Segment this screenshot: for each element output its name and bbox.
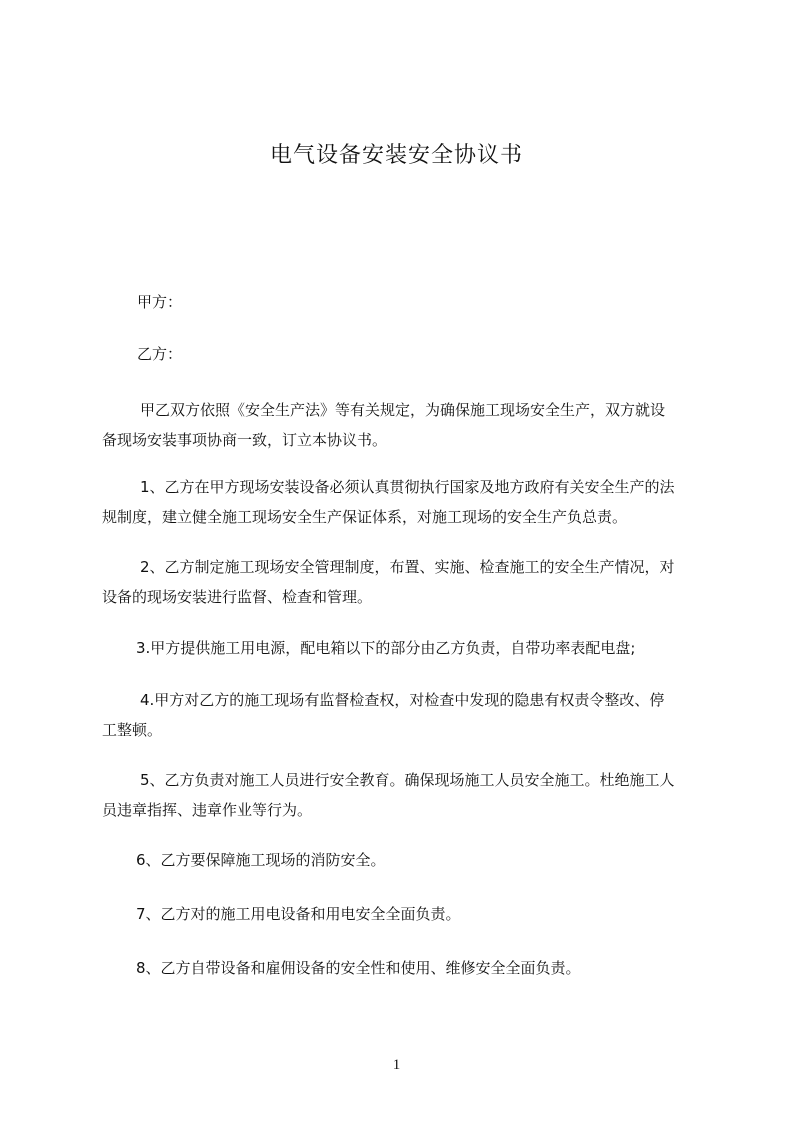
clause-line: 8、乙方自带设备和雇佣设备的安全性和使用、维修安全全面负责。 (136, 959, 581, 977)
clause-line: 6、乙方要保障施工现场的消防安全。 (136, 851, 386, 869)
clause-line: 4.甲方对乙方的施工现场有监督检查权，对检查中发现的隐患有权责令整改、停 (140, 691, 665, 709)
intro-line: 甲乙双方依照《安全生产法》等有关规定，为确保施工现场安全生产，双方就设 (140, 401, 666, 419)
clause-3 (102, 633, 714, 663)
clause-line: 3.甲方提供施工用电源，配电箱以下的部分由乙方负责，自带功率表配电盘; (136, 639, 636, 657)
clause-1 (102, 472, 714, 532)
clause-line: 规制度，建立健全施工现场安全生产保证体系，对施工现场的安全生产负总责。 (102, 508, 628, 526)
clause-7 (102, 899, 714, 929)
document-title: 电气设备安装安全协议书 (269, 143, 523, 168)
clause-8 (102, 953, 714, 983)
clause-6 (102, 845, 714, 875)
party-b-label: 乙方： (137, 345, 183, 363)
party-a-label: 甲方： (137, 293, 183, 311)
clause-line: 7、乙方对的施工用电设备和用电安全全面负责。 (136, 905, 461, 923)
clause-line: 工整顿。 (102, 721, 163, 739)
clause-line: 2、乙方制定施工现场安全管理制度，布置、实施、检查施工的安全生产情况，对 (140, 558, 675, 576)
clause-line: 设备的现场安装进行监督、检查和管理。 (102, 588, 373, 606)
intro-line: 备现场安装事项协商一致，订立本协议书。 (102, 431, 388, 449)
intro-paragraph (102, 395, 714, 455)
page-number: 1 (392, 1057, 401, 1073)
clause-4 (102, 685, 714, 745)
clause-line: 5、乙方负责对施工人员进行安全教育。确保现场施工人员安全施工。杜绝施工人 (140, 771, 675, 789)
clause-5 (102, 765, 714, 825)
clause-2 (102, 552, 714, 612)
clause-line: 1、乙方在甲方现场安装设备必须认真贯彻执行国家及地方政府有关安全生产的法 (140, 478, 675, 496)
clause-line: 员违章指挥、违章作业等行为。 (102, 801, 313, 819)
